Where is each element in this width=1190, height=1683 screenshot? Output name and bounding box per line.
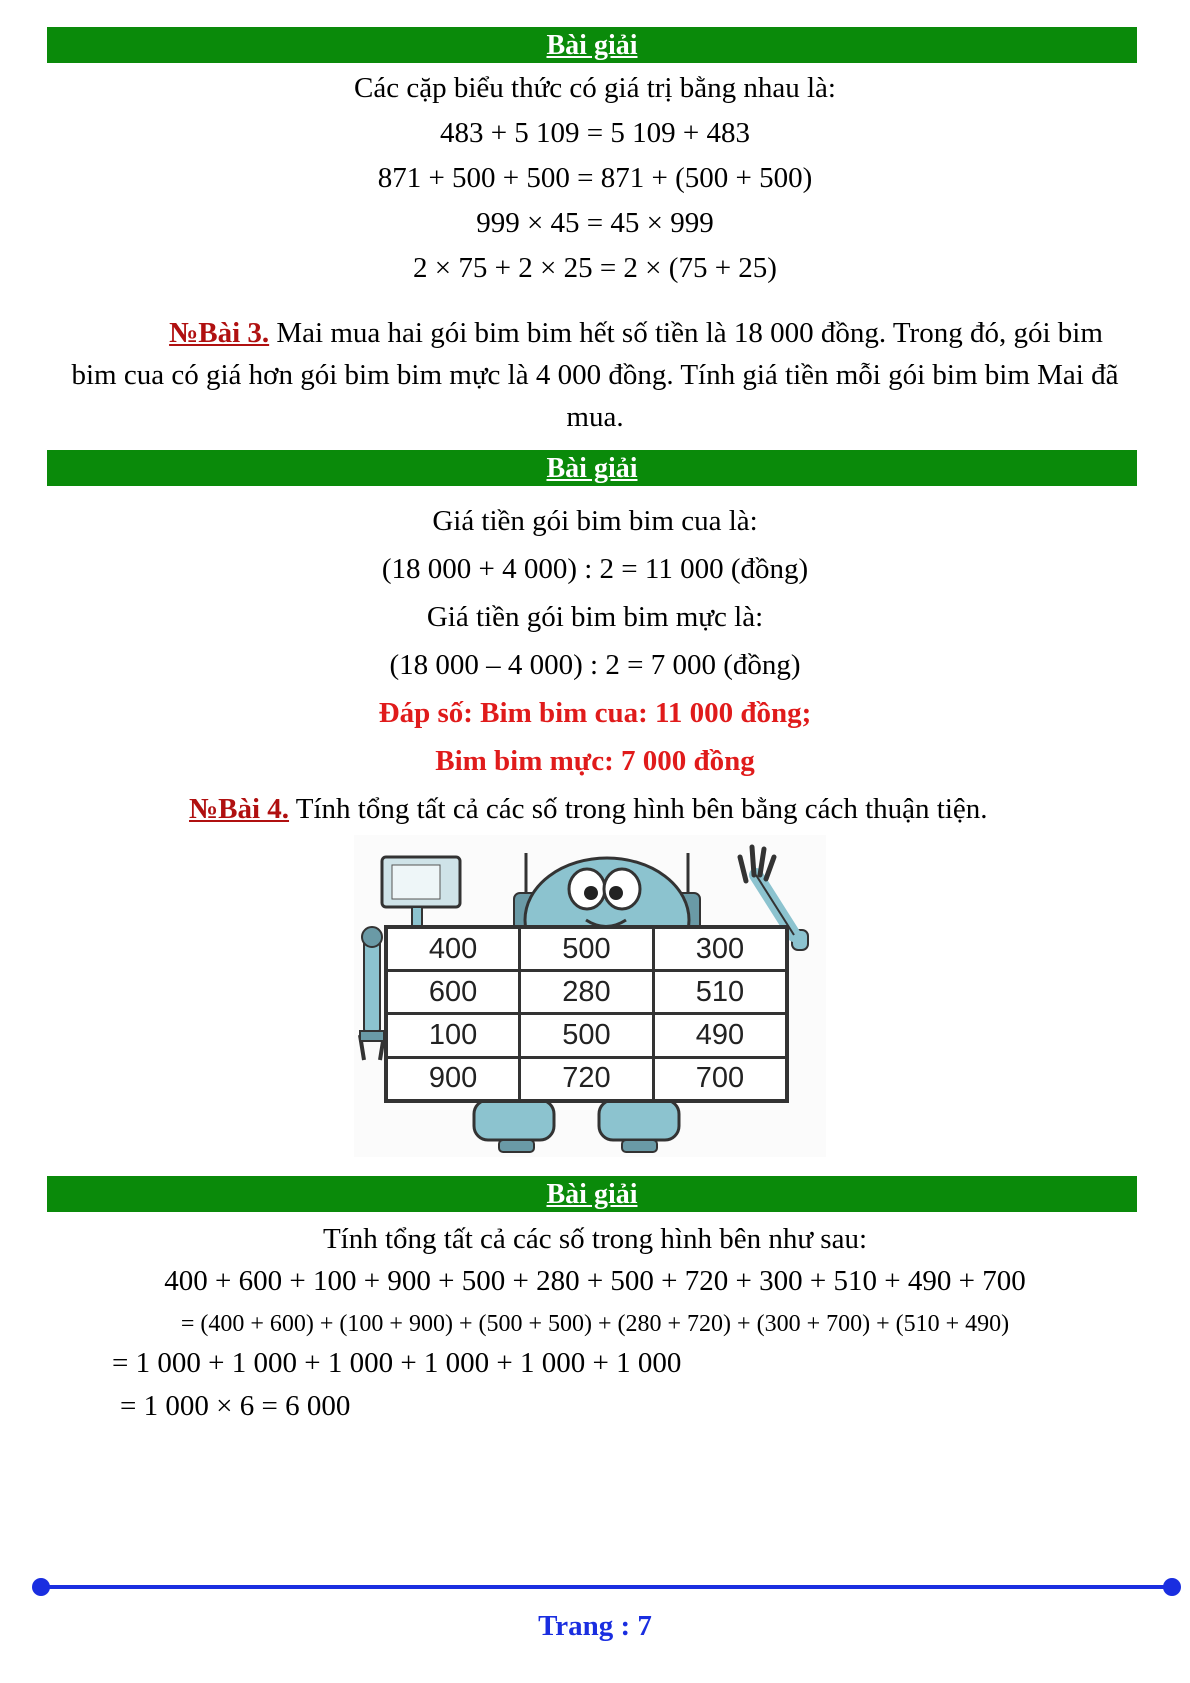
footer-dot-left	[32, 1578, 50, 1596]
robot-number-table	[384, 925, 789, 1103]
exercise-3	[62, 312, 1128, 438]
footer-dot-right	[1163, 1578, 1181, 1596]
sol3-line-3: Giá tiền gói bim bim mực là:	[426, 601, 764, 633]
table-cell: 720	[520, 1057, 654, 1101]
exercise-3-label: №Bài 3.	[169, 317, 270, 349]
table-row	[386, 1057, 787, 1101]
table-cell: 700	[653, 1057, 787, 1101]
solution-header-3: Bài giải	[47, 450, 1137, 486]
solution-header-1: Bài giải	[47, 27, 1137, 63]
table-cell: 600	[386, 971, 520, 1014]
table-cell: 500	[520, 1014, 654, 1057]
table-cell: 400	[386, 927, 520, 971]
table-cell: 490	[653, 1014, 787, 1057]
page-number: Trang : 7	[538, 1610, 652, 1642]
sol4-line-4: = 1 000 + 1 000 + 1 000 + 1 000 + 1 000 + 1 000	[112, 1347, 682, 1379]
table-cell: 900	[386, 1057, 520, 1101]
sol3-answer-2: Bim bim mực: 7 000 đồng	[435, 745, 755, 777]
sol4-line-5: = 1 000 × 6 = 6 000	[120, 1390, 351, 1422]
sol4-line-3: = (400 + 600) + (100 + 900) + (500 + 500) + (280 + 720) + (300 + 700) + (510 + 490)	[180, 1311, 1010, 1337]
sol3-answer-1: Đáp số: Bim bim cua: 11 000 đồng;	[378, 697, 812, 729]
sol4-line-1: Tính tổng tất cả các số trong hình bên như sau:	[322, 1223, 868, 1255]
table-cell: 280	[520, 971, 654, 1014]
exercise-4	[189, 793, 988, 826]
table-row	[386, 927, 787, 971]
table-cell: 300	[653, 927, 787, 971]
sol1-line-5: 2 × 75 + 2 × 25 = 2 × (75 + 25)	[413, 252, 777, 284]
sol1-line-4: 999 × 45 = 45 × 999	[476, 207, 714, 239]
sol4-line-2: 400 + 600 + 100 + 900 + 500 + 280 + 500 + 720 + 300 + 510 + 490 + 700	[164, 1265, 1026, 1297]
table-row	[386, 971, 787, 1014]
solution-header-4: Bài giải	[47, 1176, 1137, 1212]
exercise-3-text: Mai mua hai gói bim bim hết số tiền là 18 000 đồng. Trong đó, gói bim bim cua có giá hơn gói bim bim mực là 4 000 đồng. Tính giá tiền mỗi gói bim bim Mai đã mua.	[71, 317, 1119, 433]
sol1-line-1: Các cặp biểu thức có giá trị bằng nhau là:	[354, 72, 836, 104]
table-cell: 500	[520, 927, 654, 971]
exercise-4-label: №Bài 4.	[189, 793, 290, 825]
sol3-line-4: (18 000 – 4 000) : 2 = 7 000 (đồng)	[389, 649, 801, 681]
sol1-line-2: 483 + 5 109 = 5 109 + 483	[439, 117, 751, 149]
sol3-line-2: (18 000 + 4 000) : 2 = 11 000 (đồng)	[381, 553, 809, 585]
table-row	[386, 1014, 787, 1057]
sol1-line-3: 871 + 500 + 500 = 871 + (500 + 500)	[377, 162, 813, 194]
table-cell: 510	[653, 971, 787, 1014]
robot-illustration	[354, 835, 826, 1157]
exercise-4-text: Tính tổng tất cả các số trong hình bên bằng cách thuận tiện.	[289, 793, 988, 825]
sol3-line-1: Giá tiền gói bim bim cua là:	[432, 505, 758, 537]
table-cell: 100	[386, 1014, 520, 1057]
footer-divider	[40, 1585, 1174, 1589]
